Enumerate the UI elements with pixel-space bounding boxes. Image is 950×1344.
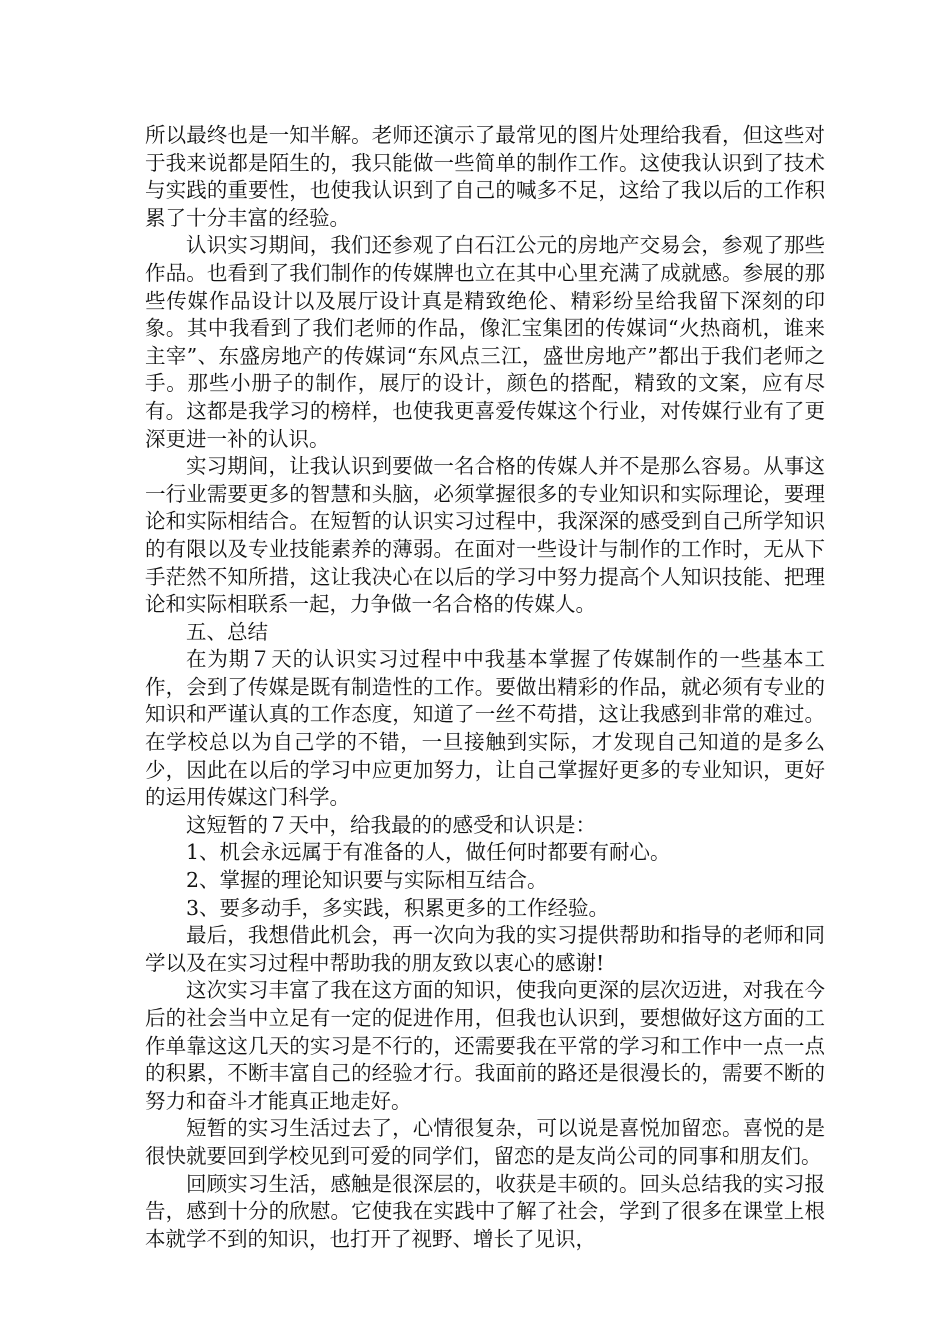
section-heading-summary: 五、总结: [186, 619, 268, 644]
paragraph-8: 短暂的实习生活过去了，心情很复杂，可以说是喜悦加留恋。喜悦的是很快就要回到学校见到可爱的同学们，留恋的是友尚公司的同事和朋友们。: [145, 1116, 825, 1168]
paragraph-9: 回顾实习生活，感触是很深层的，收获是丰硕的。回头总结我的实习报告，感到十分的欣慰。它使我在实践中了解了社会，学到了很多在课堂上根本就学不到的知识，也打开了视野、增长了见识，: [145, 1171, 825, 1251]
paragraph-4: 在为期７天的认识实习过程中中我基本掌握了传媒制作的一些基本工作，会到了传媒是既有制造性的工作。要做出精彩的作品，就必须有专业的知识和严谨认真的工作态度，知道了一丝不苟措，这让我感到非常的难过。在学校总以为自己学的不错，一旦接触到实际，才发现自己知道的是多么少，因此在以后的学习中应更加努力，让自己掌握好更多的专业知识，更好的运用传媒这门科学。: [145, 647, 825, 810]
list-item-3: 3、要多动手，多实践，积累更多的工作经验。: [186, 895, 610, 920]
document-body: [145, 122, 825, 1253]
list-item-1: 1、机会永远属于有准备的人，做任何时都要有耐心。: [186, 840, 671, 865]
paragraph-7: 这次实习丰富了我在这方面的知识，使我向更深的层次迈进，对我在今后的社会当中立足有一定的促进作用，但我也认识到，要想做好这方面的工作单靠这这几天的实习是不行的，还需要我在平常的学习和工作中一点一点的积累，不断丰富自己的经验才行。我面前的路还是很漫长的，需要不断的努力和奋斗才能真正地走好。: [145, 978, 825, 1113]
paragraph-3: 实习期间，让我认识到要做一名合格的传媒人并不是那么容易。从事这一行业需要更多的智慧和头脑，必须掌握很多的专业知识和实际理论，要理论和实际相结合。在短暂的认识实习过程中，我深深的感受到自己所学知识的有限以及专业技能素养的薄弱。在面对一些设计与制作的工作时，无从下手茫然不知所措，这让我决心在以后的学习中努力提高个人知识技能、把理论和实际相联系一起，力争做一名合格的传媒人。: [145, 454, 825, 617]
paragraph-5: 这短暂的７天中，给我最的的感受和认识是：: [186, 812, 596, 837]
paragraph-1: 所以最终也是一知半解。老师还演示了最常见的图片处理给我看，但这些对于我来说都是陌生的，我只能做一些简单的制作工作。这使我认识到了技术与实践的重要性，也使我认识到了自己的喊多不足，这给了我以后的工作积累了十分丰富的经验。: [145, 123, 825, 230]
paragraph-2: 认识实习期间，我们还参观了白石江公元的房地产交易会，参观了那些作品。也看到了我们制作的传媒牌也立在其中心里充满了成就感。参展的那些传媒作品设计以及展厅设计真是精致绝伦、精彩纷呈给我留下深刻的印象。其中我看到了我们老师的作品，像汇宝集团的传媒词“火热商机，谁来主宰”、东盛房地产的传媒词“东风点三江，盛世房地产”都出于我们老师之手。那些小册子的制作，展厅的设计，颜色的搭配，精致的文案，应有尽有。这都是我学习的榜样，也使我更喜爱传媒这个行业，对传媒行业有了更深更进一补的认识。: [145, 233, 825, 451]
list-item-2: 2、掌握的理论知识要与实际相互结合。: [186, 868, 548, 893]
paragraph-6: 最后，我想借此机会，再一次向为我的实习提供帮助和指导的老师和同学以及在实习过程中帮助我的朋友致以衷心的感谢!: [145, 923, 825, 975]
